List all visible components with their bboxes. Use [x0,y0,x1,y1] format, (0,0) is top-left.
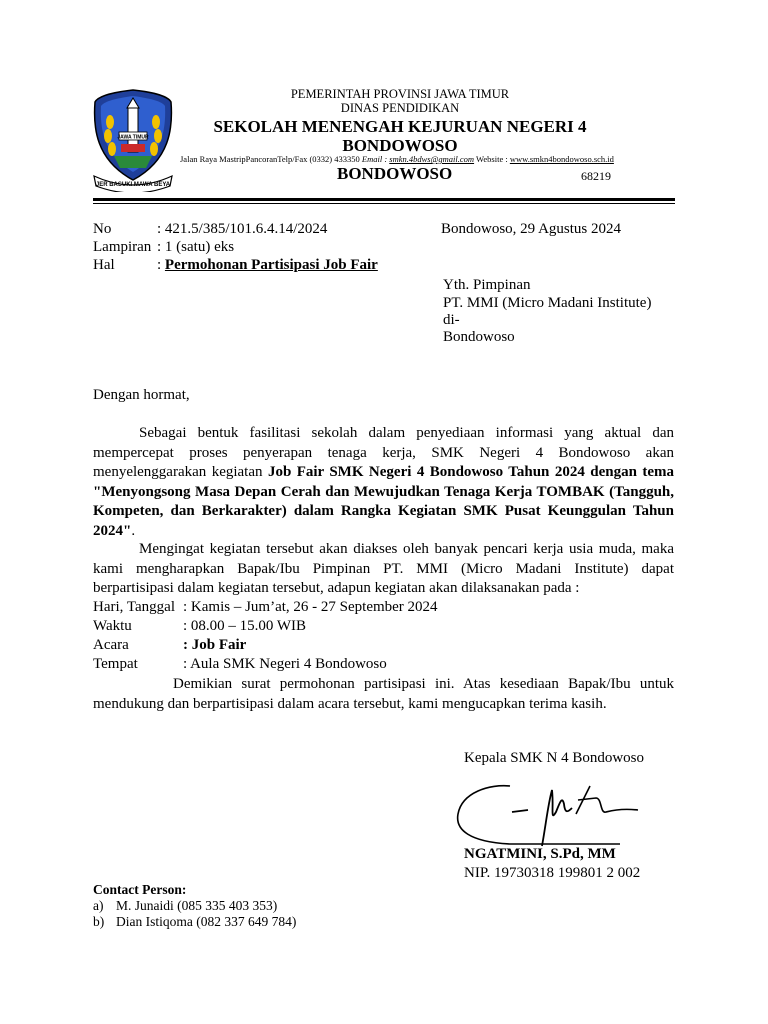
p1-end: . [131,522,136,539]
meta-hal [93,256,378,275]
schedule-label: Waktu [93,618,132,634]
hal-label: Hal [93,257,115,273]
meta-lampiran [93,238,234,257]
meta-no [93,220,327,239]
p1-bold: Job Fair SMK Negeri 4 Bondowoso Tahun 2024 dengan tema "Menyongsong Masa Depan Cerah dan Mewujudkan Tenaga Kerja TOMBAK (Tangguh, Kompeten, dan Berkarakter) dalam Rangka Kegiatan SMK Pusat Keunggulan Tahun 2024" [93,464,674,539]
schedule-value: : Job Fair [183,637,247,653]
school-name-1: SEKOLAH MENENGAH KEJURUAN NEGERI 4 [213,117,587,136]
letter-date: Bondowoso, 29 Agustus 2024 [441,221,622,237]
address-line [180,154,614,164]
schedule-row [93,636,246,655]
schedule-row [93,655,387,674]
header-line-2: DINAS PENDIDIKAN [340,101,460,115]
website-label: Website : [474,154,510,164]
hal-value: Permohonan Partisipasi Job Fair [164,257,378,273]
logo [92,88,174,192]
contact-text: Dian Istiqoma (082 337 649 784) [116,914,297,929]
header-divider-thick [93,198,675,201]
contact-item [93,914,296,930]
header-line-1: PEMERINTAH PROVINSI JAWA TIMUR [290,87,510,101]
contact-marker: b) [93,914,105,929]
no-value: : 421.5/385/101.6.4.14/2024 [157,221,328,237]
address-text: Jalan Raya MastripPancoranTelp/Fax (0332) 433350 [180,154,362,164]
body-paragraph-2: Mengingat kegiatan tersebut akan diakses oleh banyak pencari kerja usia muda, maka kami mengharapkan Bapak/Ibu Pimpinan PT. MMI (Micro Madani Institute) dapat berpartisipasi dalam kegiatan tersebut, adapun kegiatan akan dilaksanakan pada : [93,541,674,596]
header-divider-thin [93,203,675,204]
school-name-2: BONDOWOSO [342,136,458,155]
header-city: BONDOWOSO [337,164,453,183]
signature-position: Kepala SMK N 4 Bondowoso [464,750,644,766]
schedule-row [93,617,306,636]
signatory-nip: NIP. 19730318 199801 2 002 [464,865,641,881]
email-link[interactable]: smkn.4bdws@gmail.com [389,154,475,164]
contact-marker: a) [93,898,104,913]
recipient-line: Bondowoso [443,329,515,345]
schedule-label: Hari, Tanggal [93,599,175,615]
schedule-label: Tempat [93,656,138,672]
recipient-line: Yth. Pimpinan [443,277,531,293]
email-label: Email : [361,154,390,164]
signatory-name: NGATMINI, S.Pd, MM [464,846,616,862]
schedule-row [93,598,438,617]
p1-start: Sebagai bentuk fasilitasi sekolah dalam penyediaan informasi yang aktual dan mempercepat proses penyerapan tenaga kerja, SMK Negeri 4 Bondowoso akan menyelenggarakan kegiatan [93,425,674,480]
closing-paragraph: Demikian surat permohonan partisipasi ini. Atas kesediaan Bapak/Ibu untuk mendukung dan berpartisipasi dalam acara tersebut, kami mengucapkan terima kasih. [93,676,674,712]
schedule-value: : 08.00 – 15.00 WIB [183,618,307,634]
schedule-value: : Aula SMK Negeri 4 Bondowoso [183,656,387,672]
logo-banner-text: JAWA TIMUR [117,134,149,141]
lampiran-label: Lampiran [93,239,152,255]
logo-ribbon-text: JER BASUKI MAWA BEYA [95,182,171,188]
recipient-line: di- [443,312,460,328]
no-label: No [93,221,112,237]
contact-item [93,898,277,914]
website-link[interactable]: www.smkn4bondowoso.sch.id [509,154,614,164]
recipient-line: PT. MMI (Micro Madani Institute) [443,295,652,311]
contact-text: M. Junaidi (085 335 403 353) [116,898,278,913]
body-paragraph-1 [93,424,674,541]
greeting: Dengan hormat, [93,387,190,403]
hal-colon: : [157,257,165,273]
contact-title: Contact Person: [93,882,187,897]
schedule-value: : Kamis – Jum’at, 26 - 27 September 2024 [183,599,438,615]
handwritten-signature [450,774,650,850]
lampiran-value: : 1 (satu) eks [157,239,235,255]
schedule-label: Acara [93,637,129,653]
postal-code: 68219 [581,169,611,183]
